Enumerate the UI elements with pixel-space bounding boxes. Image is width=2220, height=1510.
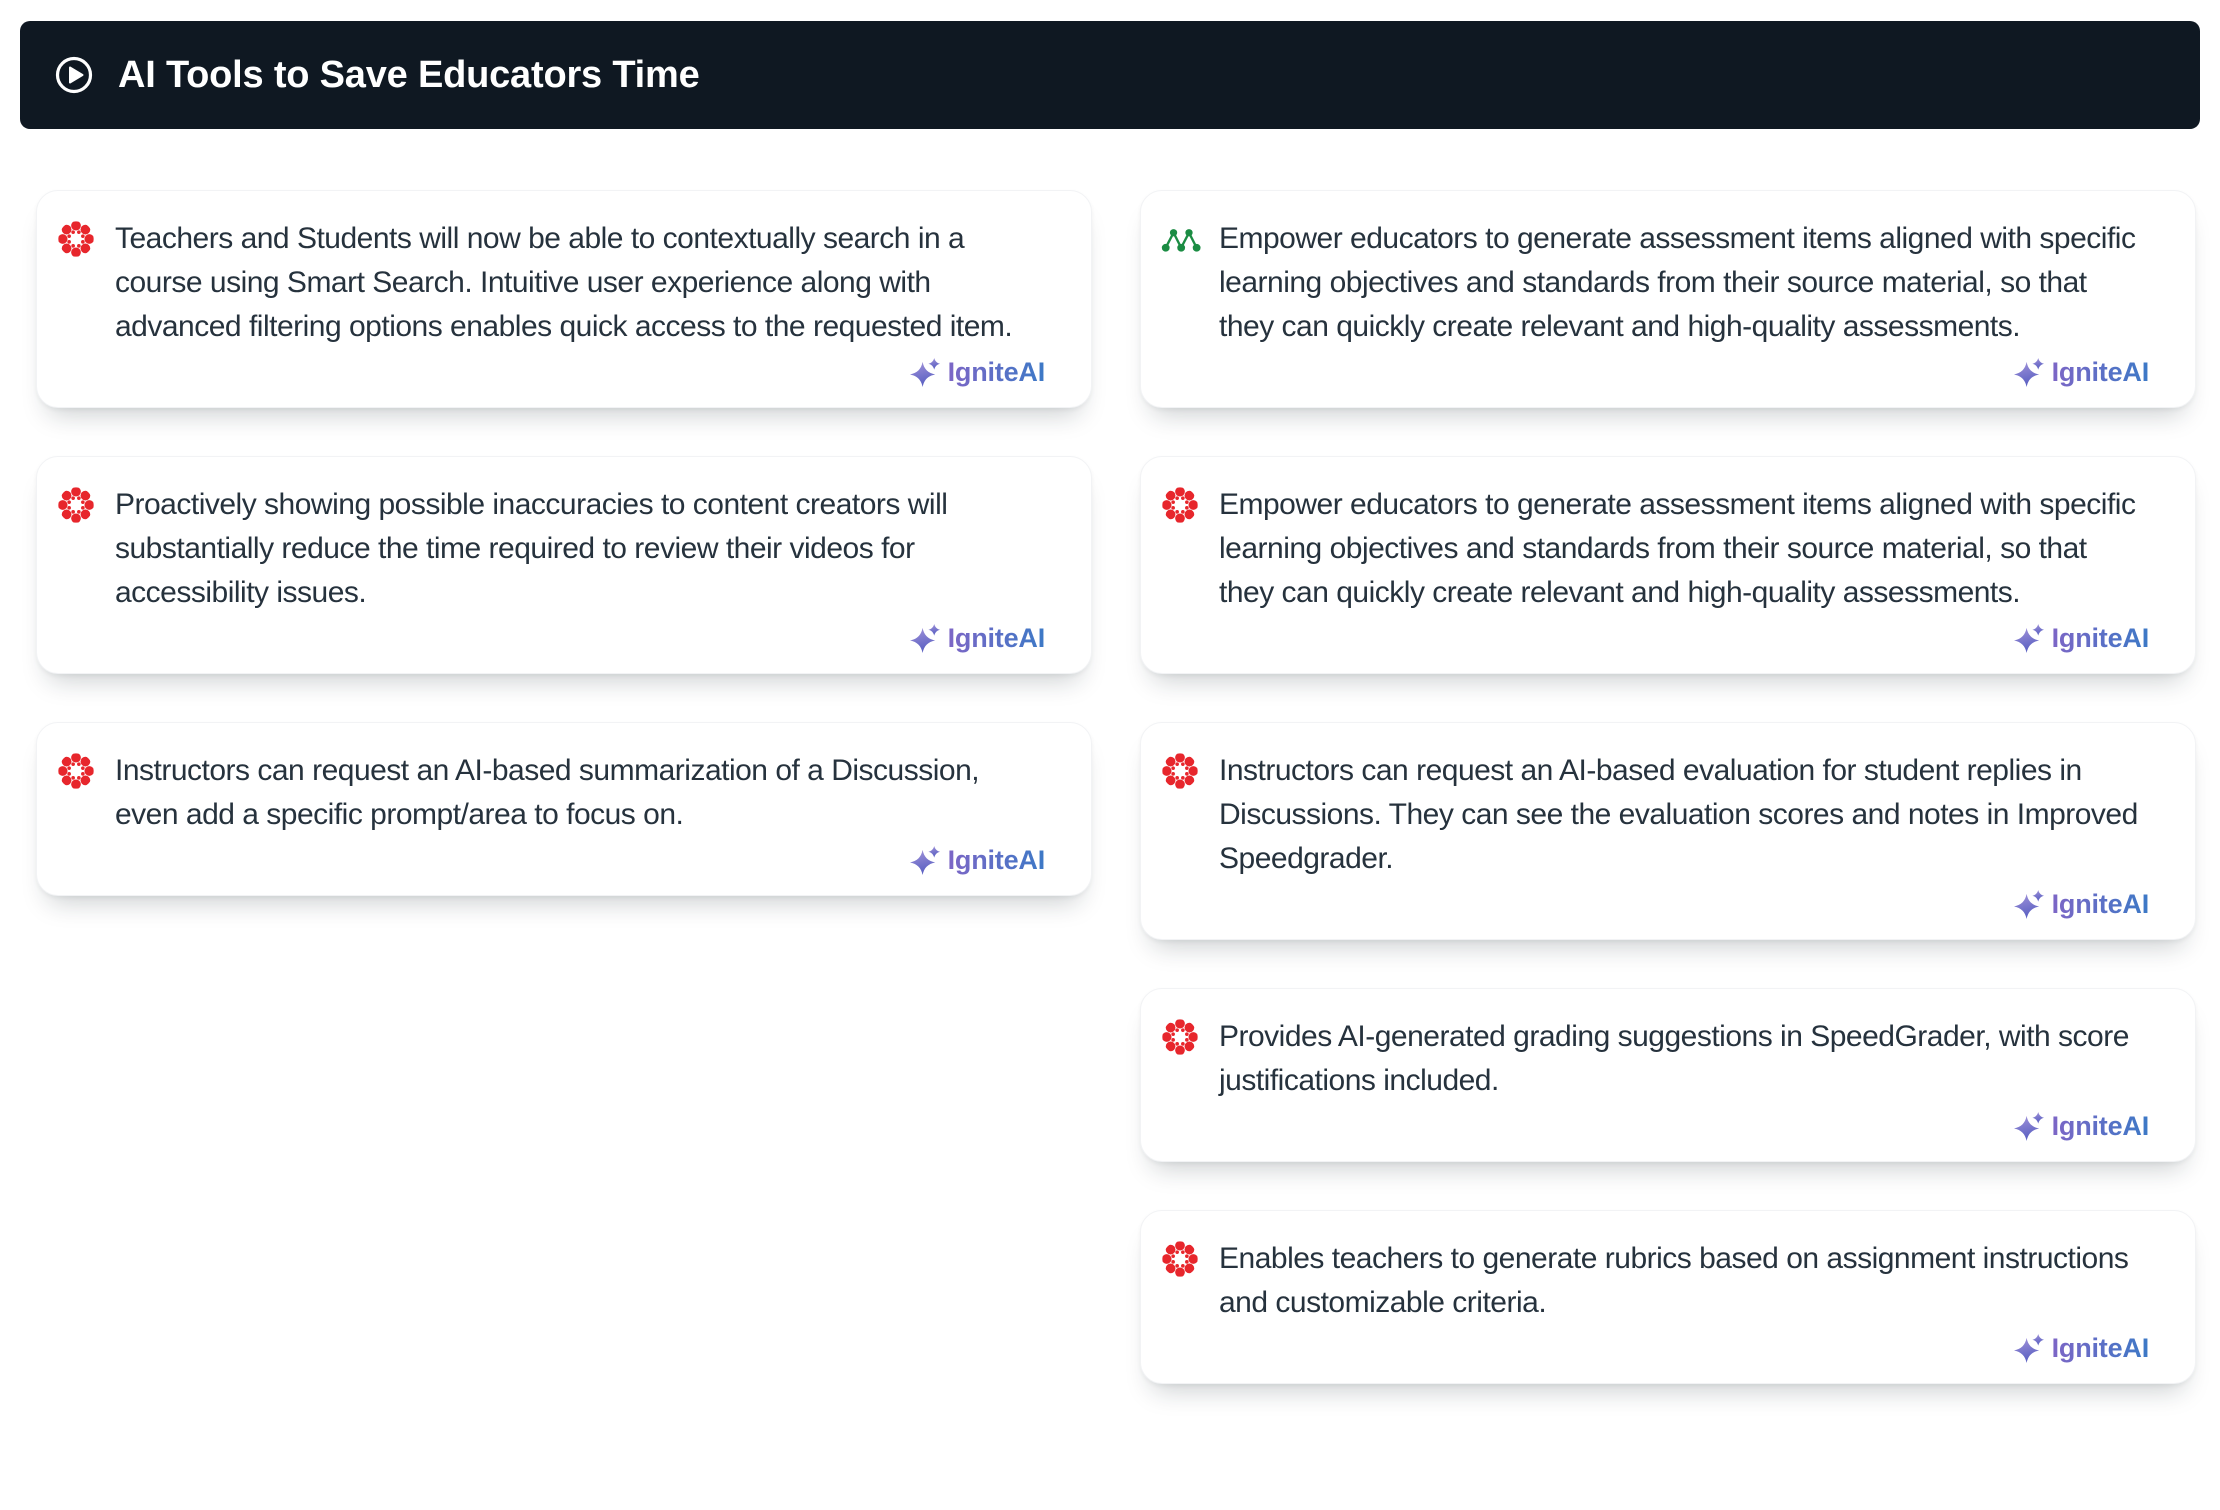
canvas-icon [1161,1018,1199,1149]
canvas-icon [57,752,95,883]
ignite-badge [1219,1103,2149,1149]
feature-card [1140,1210,2196,1384]
sparkle-icon [910,356,941,389]
sparkle-icon [910,844,941,877]
section-header [20,21,2200,129]
card-description: Instructors can request an AI-based summarization of a Discussion, even add a specific prompt/area to focus on. [115,754,980,831]
feature-card [36,722,1092,896]
ignite-label: IgniteAI [2051,356,2149,387]
card-body [115,749,1045,883]
ignite-badge [115,615,1045,661]
card-body [115,483,1045,661]
ignite-badge [1219,615,2149,661]
feature-card [1140,722,2196,940]
card-description: Enables teachers to generate rubrics based on assignment instructions and customizable criteria. [1219,1242,2129,1319]
sparkle-icon [910,622,941,655]
feature-card [1140,988,2196,1162]
ignite-label: IgniteAI [947,356,1045,387]
canvas-icon [57,220,95,395]
card-description: Teachers and Students will now be able to contextually search in a course using Smart Search. Intuitive user experience along with advanced filtering options enables quick access to the requested item. [115,222,1013,343]
ignite-label: IgniteAI [947,844,1045,875]
feature-card [36,456,1092,674]
canvas-icon [1161,752,1199,927]
sparkle-icon [2014,1110,2045,1143]
card-description: Instructors can request an AI-based evaluation for student replies in Discussions. They can see the evaluation scores and notes in Improved Speedgrader. [1219,754,2138,875]
page-title: AI Tools to Save Educators Time [118,53,700,96]
card-body [1219,1015,2149,1149]
card-body [1219,483,2149,661]
card-body [1219,749,2149,927]
sparkle-icon [2014,622,2045,655]
cards-column-left [36,190,1092,896]
ignite-badge [115,349,1045,395]
feature-card [36,190,1092,408]
cards-column-right [1140,190,2196,1384]
ignite-badge [1219,1325,2149,1371]
play-circle-icon [54,55,94,95]
card-description: Empower educators to generate assessment items aligned with specific learning objectives and standards from their source material, so that they can quickly create relevant and high-quality assessments. [1219,222,2136,343]
cards-grid [36,190,2196,1384]
ignite-label: IgniteAI [2051,1332,2149,1363]
card-description: Proactively showing possible inaccuracies to content creators will substantially reduce the time required to review their videos for accessibility issues. [115,488,948,609]
canvas-icon [57,486,95,661]
ignite-badge [1219,349,2149,395]
sparkle-icon [2014,1332,2045,1365]
ignite-badge [1219,881,2149,927]
ignite-label: IgniteAI [2051,622,2149,653]
canvas-icon [1161,486,1199,661]
canvas-icon [1161,1240,1199,1371]
ignite-label: IgniteAI [2051,1110,2149,1141]
card-body [1219,1237,2149,1371]
ignite-label: IgniteAI [947,622,1045,653]
feature-card [1140,456,2196,674]
sparkle-icon [2014,888,2045,921]
card-description: Empower educators to generate assessment items aligned with specific learning objectives and standards from their source material, so that they can quickly create relevant and high-quality assessments. [1219,488,2136,609]
sparkle-icon [2014,356,2045,389]
card-description: Provides AI-generated grading suggestions in SpeedGrader, with score justifications included. [1219,1020,2129,1097]
ignite-badge [115,837,1045,883]
ignite-label: IgniteAI [2051,888,2149,919]
card-body [115,217,1045,395]
mastery-connect-icon [1161,220,1199,395]
card-body [1219,217,2149,395]
feature-card [1140,190,2196,408]
